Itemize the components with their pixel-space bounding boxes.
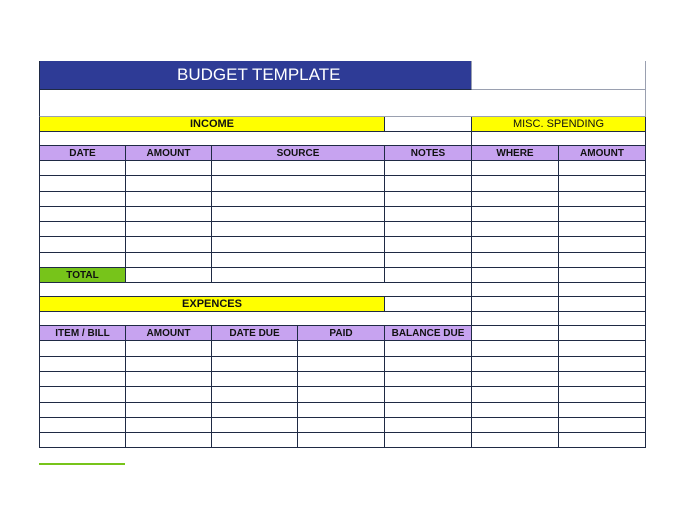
table-cell[interactable]	[559, 372, 646, 387]
table-cell[interactable]	[298, 372, 385, 387]
table-cell[interactable]	[559, 403, 646, 418]
table-cell[interactable]	[472, 253, 559, 268]
blank-cell[interactable]	[39, 312, 472, 326]
title-side-cell[interactable]	[472, 61, 646, 90]
table-cell[interactable]	[126, 418, 212, 433]
table-cell[interactable]	[212, 176, 385, 191]
table-cell[interactable]	[212, 237, 385, 252]
misc-amount-cell[interactable]	[559, 268, 646, 283]
table-cell[interactable]	[472, 161, 559, 176]
blank-cell[interactable]	[385, 117, 472, 132]
table-cell[interactable]	[559, 418, 646, 433]
table-cell[interactable]	[472, 237, 559, 252]
income-total-row	[39, 268, 646, 283]
table-cell[interactable]	[212, 341, 298, 356]
table-cell[interactable]	[39, 161, 126, 176]
table-cell[interactable]	[126, 237, 212, 252]
table-cell[interactable]	[212, 403, 298, 418]
expences-table-row	[39, 433, 646, 448]
table-cell[interactable]	[385, 222, 472, 237]
table-cell[interactable]	[559, 176, 646, 191]
table-cell[interactable]	[472, 357, 559, 372]
misc-where-cell[interactable]	[472, 326, 559, 341]
income-header: INCOME	[39, 117, 385, 132]
table-cell[interactable]	[472, 207, 559, 222]
table-cell[interactable]	[126, 403, 212, 418]
table-cell[interactable]	[472, 403, 559, 418]
gap-row	[39, 90, 646, 117]
table-cell[interactable]	[39, 237, 126, 252]
table-cell[interactable]	[298, 433, 385, 448]
table-cell[interactable]	[212, 192, 385, 207]
income-column-header-row	[39, 146, 646, 161]
table-cell[interactable]	[298, 403, 385, 418]
table-cell[interactable]	[212, 207, 385, 222]
expences-table-row	[39, 372, 646, 387]
misc-amount-cell[interactable]	[559, 312, 646, 326]
table-cell[interactable]	[39, 207, 126, 222]
table-cell[interactable]	[385, 403, 472, 418]
table-cell[interactable]	[559, 387, 646, 402]
table-cell[interactable]	[212, 418, 298, 433]
income-col-notes: NOTES	[385, 146, 472, 161]
income-table-row	[39, 222, 646, 237]
misc-amount-cell[interactable]	[559, 297, 646, 312]
table-cell[interactable]	[212, 253, 385, 268]
table-cell[interactable]	[39, 192, 126, 207]
table-cell[interactable]	[472, 222, 559, 237]
expences-table-row	[39, 357, 646, 372]
blank-cell[interactable]	[385, 297, 472, 312]
misc-amount-cell[interactable]	[559, 283, 646, 297]
table-cell[interactable]	[385, 341, 472, 356]
blank-cell[interactable]	[472, 132, 646, 146]
spacer-row	[39, 283, 646, 297]
expences-header: EXPENCES	[39, 297, 385, 312]
table-cell[interactable]	[472, 433, 559, 448]
table-cell[interactable]	[39, 222, 126, 237]
table-cell[interactable]	[212, 387, 298, 402]
table-cell[interactable]	[126, 192, 212, 207]
misc-amount-cell[interactable]	[559, 326, 646, 341]
table-cell[interactable]	[472, 341, 559, 356]
misc-where-cell[interactable]	[472, 283, 559, 297]
table-cell[interactable]	[126, 207, 212, 222]
total-amount-cell[interactable]	[126, 268, 212, 283]
table-cell[interactable]	[39, 341, 126, 356]
table-cell[interactable]	[212, 372, 298, 387]
total-source-cell[interactable]	[212, 268, 385, 283]
income-col-source: SOURCE	[212, 146, 385, 161]
income-col-date: DATE	[39, 146, 126, 161]
table-cell[interactable]	[212, 433, 298, 448]
spacer-row	[39, 312, 646, 326]
expences-section-row	[39, 297, 646, 312]
table-cell[interactable]	[126, 387, 212, 402]
table-cell[interactable]	[212, 222, 385, 237]
total-label: TOTAL	[39, 268, 126, 283]
table-cell[interactable]	[472, 192, 559, 207]
table-cell[interactable]	[298, 387, 385, 402]
misc-col-amount: AMOUNT	[559, 146, 646, 161]
income-table-row	[39, 207, 646, 222]
table-cell[interactable]	[298, 418, 385, 433]
income-section-row	[39, 117, 646, 132]
table-cell[interactable]	[385, 253, 472, 268]
table-cell[interactable]	[559, 222, 646, 237]
table-cell[interactable]	[39, 387, 126, 402]
expences-col-amount: AMOUNT	[126, 326, 212, 341]
table-cell[interactable]	[212, 161, 385, 176]
table-cell[interactable]	[385, 372, 472, 387]
table-cell[interactable]	[298, 357, 385, 372]
expences-table-row	[39, 403, 646, 418]
expences-table-row	[39, 387, 646, 402]
table-cell[interactable]	[472, 418, 559, 433]
expences-table-row	[39, 341, 646, 356]
income-table-row	[39, 253, 646, 268]
income-table-row	[39, 161, 646, 176]
table-cell[interactable]	[385, 418, 472, 433]
misc-where-cell[interactable]	[472, 268, 559, 283]
expences-rows	[39, 341, 646, 448]
table-cell[interactable]	[559, 253, 646, 268]
blank-cell[interactable]	[39, 132, 472, 146]
table-cell[interactable]	[39, 357, 126, 372]
table-cell[interactable]	[385, 192, 472, 207]
expences-col-item-bill: ITEM / BILL	[39, 326, 126, 341]
expences-table-row	[39, 418, 646, 433]
table-cell[interactable]	[39, 253, 126, 268]
table-cell[interactable]	[126, 357, 212, 372]
table-cell[interactable]	[298, 341, 385, 356]
misc-col-where: WHERE	[472, 146, 559, 161]
table-cell[interactable]	[126, 161, 212, 176]
table-cell[interactable]	[559, 161, 646, 176]
income-col-amount: AMOUNT	[126, 146, 212, 161]
table-cell[interactable]	[385, 176, 472, 191]
title-row	[39, 61, 646, 90]
income-table-row	[39, 176, 646, 191]
total-notes-cell[interactable]	[385, 268, 472, 283]
table-cell[interactable]	[39, 403, 126, 418]
income-table-row	[39, 237, 646, 252]
table-cell[interactable]	[385, 207, 472, 222]
blank-cell[interactable]	[39, 90, 646, 117]
table-cell[interactable]	[472, 176, 559, 191]
spacer-row	[39, 132, 646, 146]
table-cell[interactable]	[126, 341, 212, 356]
table-cell[interactable]	[126, 222, 212, 237]
income-rows	[39, 161, 646, 268]
table-cell[interactable]	[126, 253, 212, 268]
table-cell[interactable]	[39, 176, 126, 191]
table-cell[interactable]	[126, 372, 212, 387]
income-table-row	[39, 192, 646, 207]
table-cell[interactable]	[39, 418, 126, 433]
table-cell[interactable]	[385, 387, 472, 402]
blank-cell[interactable]	[39, 283, 472, 297]
misc-where-cell[interactable]	[472, 297, 559, 312]
table-cell[interactable]	[385, 237, 472, 252]
table-cell[interactable]	[212, 357, 298, 372]
table-cell[interactable]	[559, 357, 646, 372]
table-cell[interactable]	[126, 176, 212, 191]
expences-col-date-due: DATE DUE	[212, 326, 298, 341]
table-cell[interactable]	[385, 161, 472, 176]
table-cell[interactable]	[385, 433, 472, 448]
table-cell[interactable]	[472, 372, 559, 387]
expences-column-header-row	[39, 326, 646, 341]
expences-col-paid: PAID	[298, 326, 385, 341]
table-cell[interactable]	[559, 207, 646, 222]
misc-spending-header: MISC. SPENDING	[472, 117, 646, 132]
table-cell[interactable]	[559, 433, 646, 448]
green-accent-bar	[39, 463, 125, 465]
expences-col-balance-due: BALANCE DUE	[385, 326, 472, 341]
table-cell[interactable]	[559, 341, 646, 356]
table-cell[interactable]	[559, 237, 646, 252]
table-cell[interactable]	[126, 433, 212, 448]
table-cell[interactable]	[559, 192, 646, 207]
table-cell[interactable]	[39, 372, 126, 387]
table-cell[interactable]	[39, 433, 126, 448]
budget-sheet	[39, 61, 646, 448]
table-cell[interactable]	[385, 357, 472, 372]
table-cell[interactable]	[472, 387, 559, 402]
misc-where-cell[interactable]	[472, 312, 559, 326]
sheet-title: BUDGET TEMPLATE	[39, 61, 472, 90]
